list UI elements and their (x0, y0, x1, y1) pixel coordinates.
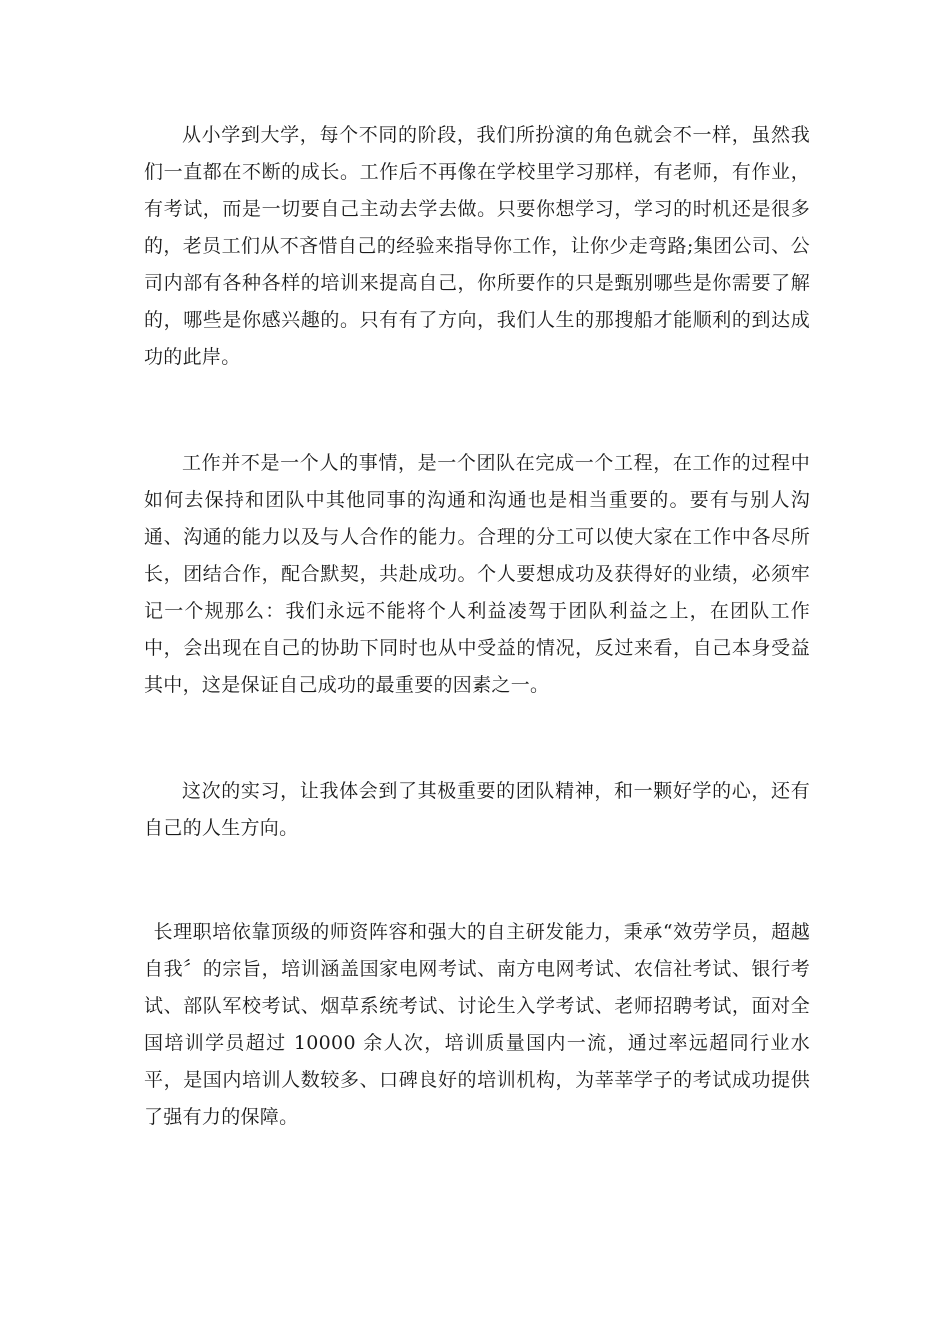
paragraph-training-ad: 长理职培依靠顶级的师资阵容和强大的自主研发能力，秉承“效劳学员，超越自我〞的宗旨，培训涵盖国家电网考试、南方电网考试、农信社考试、银行考试、部队军校考试、烟草系统考试、讨论生入学考试、老师招聘考试，面对全国培训学员超过 10000 余人次，培训质量国内一流，通过率远超同行业水平，是国内培训人数较多、口碑良好的培训机构，为莘莘学子的考试成功提供了强有力的保障。 (144, 921, 810, 1128)
paragraph-internship-summary: 这次的实习，让我体会到了其极重要的团队精神，和一颗好学的心，还有自己的人生方向。 (144, 780, 810, 839)
paragraph-teamwork: 工作并不是一个人的事情，是一个团队在完成一个工程，在工作的过程中如何去保持和团队中其他同事的沟通和沟通也是相当重要的。要有与别人沟通、沟通的能力以及与人合作的能力。合理的分工可以使大家在工作中各尽所长，团结合作，配合默契，共赴成功。个人要想成功及获得好的业绩，必须牢记一个规那么：我们永远不能将个人利益凌驾于团队利益之上，在团队工作中，会出现在自己的协助下同时也从中受益的情况，反过来看，自己本身受益其中，这是保证自己成功的最重要的因素之一。 (144, 452, 810, 696)
paragraph-learning-growth: 从小学到大学，每个不同的阶段，我们所扮演的角色就会不一样，虽然我们一直都在不断的成长。工作后不再像在学校里学习那样，有老师，有作业，有考试，而是一切要自己主动去学去做。只要你想学习，学习的时机还是很多的，老员工们从不吝惜自己的经验来指导你工作，让你少走弯路;集团公司、公司内部有各种各样的培训来提高自己，你所要作的只是甄别哪些是你需要了解的，哪些是你感兴趣的。只有有了方向，我们人生的那搜船才能顺利的到达成功的此岸。 (144, 124, 810, 368)
